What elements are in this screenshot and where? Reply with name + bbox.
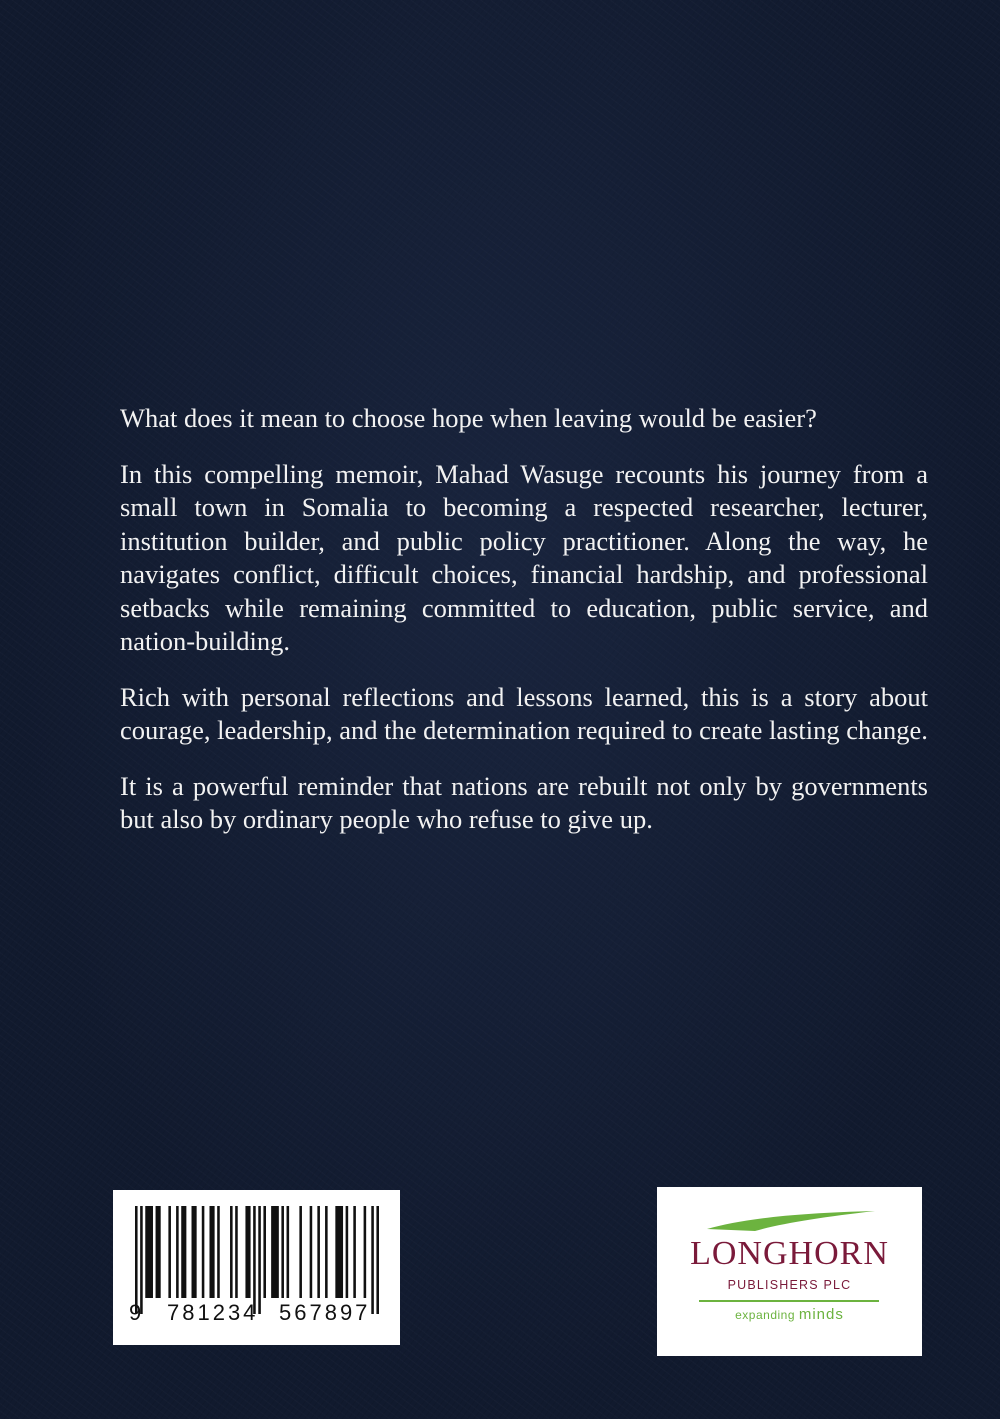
barcode-bar: [235, 1206, 238, 1298]
barcode-bar: [353, 1206, 356, 1298]
logo-divider: [699, 1300, 879, 1302]
barcode-bar: [299, 1206, 302, 1298]
barcode-bar: [271, 1206, 279, 1298]
publisher-subtitle: PUBLISHERS PLC: [727, 1278, 852, 1292]
publisher-tagline: [657, 1306, 922, 1323]
barcode-bar: [145, 1206, 153, 1298]
tagline-part-1: expanding: [735, 1308, 796, 1322]
barcode-bar: [263, 1206, 266, 1298]
back-cover-blurb: [120, 402, 928, 859]
barcode-bar: [209, 1206, 214, 1298]
barcode-bar: [346, 1206, 349, 1298]
barcode-bar: [176, 1206, 179, 1298]
barcode-bar: [281, 1206, 284, 1298]
barcode-bar: [376, 1206, 379, 1314]
barcode-bar: [168, 1206, 171, 1298]
barcode-bar: [335, 1206, 343, 1298]
barcode-bar: [253, 1206, 256, 1314]
blurb-paragraph-3: It is a powerful reminder that nations are rebuilt not only by governments but also by ordinary people who refuse to give up.: [120, 770, 928, 834]
barcode-bar: [364, 1206, 367, 1298]
blurb-paragraph-1: In this compelling memoir, Mahad Wasuge recounts his journey from a small town in Somalia to becoming a respected researcher, lecturer, institution builder, and public policy practitioner. Along the way, he navigates conflict, difficult choices, financial hardship, and professional setbacks while remaining committed to education, public service, and nation-building.: [120, 458, 928, 656]
barcode-bar: [310, 1206, 313, 1298]
isbn-group-2: 567897: [279, 1300, 371, 1325]
barcode-bar: [192, 1206, 197, 1298]
blurb-question: What does it mean to choose hope when leaving would be easier?: [120, 403, 817, 433]
isbn-digit-first: 9: [129, 1300, 145, 1325]
barcode-bar: [325, 1206, 328, 1298]
barcode-bar: [181, 1206, 186, 1298]
isbn-number: [129, 1300, 391, 1326]
barcode-bar: [140, 1206, 143, 1314]
blurb-paragraph-2: Rich with personal reflections and lessons learned, this is a story about courage, leadership, and the determination required to create lasting change.: [120, 681, 928, 745]
barcode-bar: [371, 1206, 374, 1314]
isbn-group-1: 781234: [167, 1300, 259, 1325]
barcode-bar: [287, 1206, 290, 1298]
barcode-bar: [156, 1206, 161, 1298]
barcode-bar: [317, 1206, 320, 1298]
barcode-bar: [258, 1206, 261, 1314]
barcode-bar: [245, 1206, 250, 1298]
barcode-bar: [135, 1206, 138, 1314]
barcode-bar: [217, 1206, 220, 1298]
publisher-logo: [657, 1187, 922, 1356]
publisher-name: LONGHORN: [690, 1235, 889, 1272]
barcode-bar: [230, 1206, 233, 1298]
isbn-barcode: [113, 1190, 400, 1345]
barcode-bars: [135, 1206, 379, 1314]
swoosh-icon: [703, 1205, 878, 1237]
tagline-part-2: minds: [798, 1306, 844, 1323]
barcode-bar: [202, 1206, 205, 1298]
